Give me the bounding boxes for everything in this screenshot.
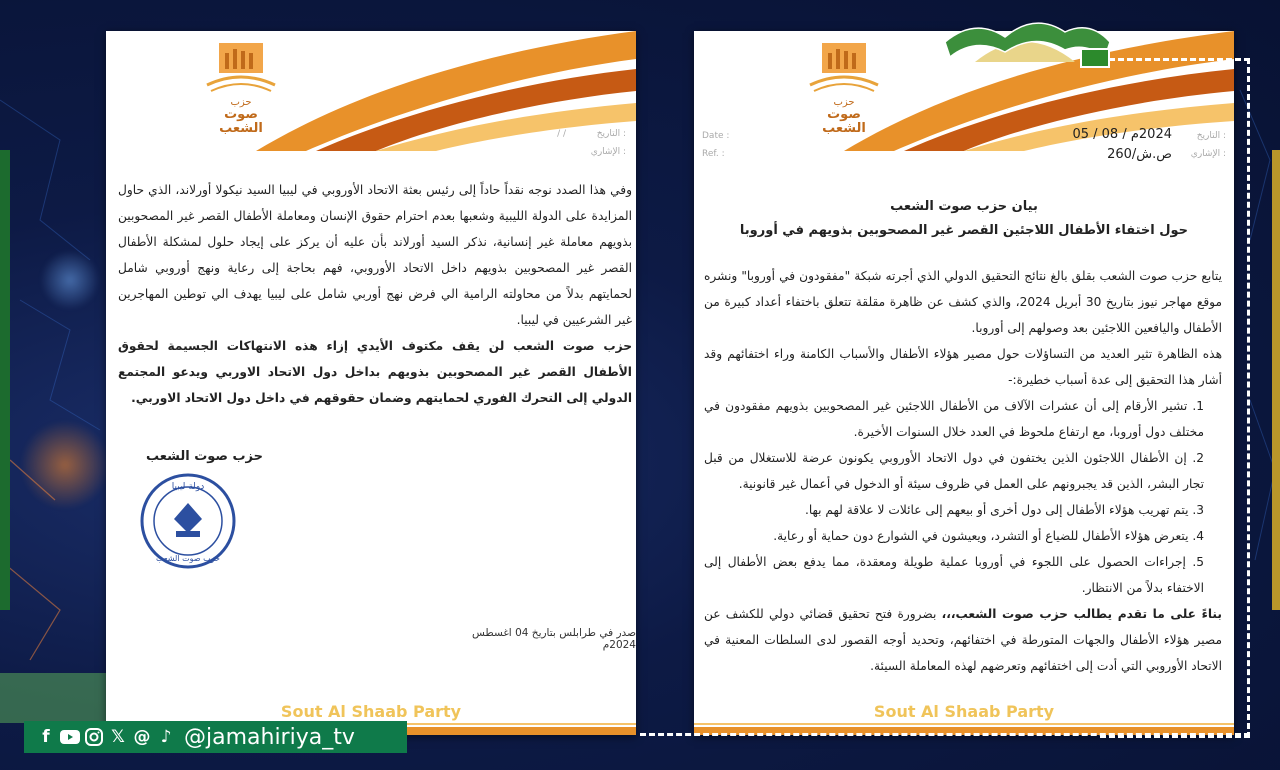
- ref-label: الإشاري :: [1190, 149, 1226, 159]
- paragraph-intro: يتابع حزب صوت الشعب بقلق بالغ نتائج التحقيق الدولي الذي أجرته شبكة "مفقودون في أوروبا" ونشره موقع مهاجر نيوز بتاريخ 30 أبريل 2024، والذي كشف عن ظاهرة مقلقة تتعلق باختفاء أعداد كبيرة من الأطفال واليافعين اللاجئين بعد وصولهم إلى أوروبا.: [704, 269, 1222, 335]
- date-label-en: Date :: [702, 131, 730, 141]
- ref-value: ص.ش/260: [1107, 147, 1172, 162]
- list-item: 5. إجراءات الحصول على اللجوء في أوروبا عملية طويلة ومعقدة، مما يدفع بعض الأطفال إلى الاختفاء بدلاً من الانتظار.: [704, 555, 1204, 595]
- paragraph-criticism: وفي هذا الصدد نوجه نقداً حاداً إلى رئيس بعثة الاتحاد الأوروبي في ليبيا السيد نيكولا أورلاند، الذي حاول المزايدة على الدولة الليبية وشعبها بعدم احترام حقوق الإنسان ومعاملة الأطفال القصر غير المصحوبين بذويهم معاملة غير إنسانية، نذكر السيد أورلاند بأن عليه أن يركز على إيجاد حلول لمشكلة الأطفال القصر غير المصحوبين بذويهم داخل الاتحاد الأوروبي، فهم بحاجة إلى رعاية ونهج أوروبي شامل لحمايتهم بدلاً من محاولته الرامية الي فرض نهج أوربي شامل على ليبيا يهدف الي توطين المهاجرين غير الشرعيين في ليبيا.: [118, 183, 632, 327]
- party-logo-icon: [201, 39, 281, 99]
- party-logo-icon: [804, 39, 884, 99]
- logo-small-text: حزب: [230, 97, 252, 108]
- list-item: 1. تشير الأرقام إلى أن عشرات الآلاف من الأطفال اللاجئين غير المصحوبين بذويهم مفقودون في مختلف دول أوروبا، مع ارتفاع ملحوظ في العدد خلال السنوات الأخيرة.: [704, 399, 1204, 439]
- party-logo-text: [804, 97, 884, 137]
- list-item: 3. يتم تهريب هؤلاء الأطفال إلى دول أخرى أو بيعهم إلى عائلات لا علاقة لهم بها.: [804, 503, 1204, 517]
- tiktok-icon[interactable]: ♪: [160, 727, 172, 747]
- youtube-icon[interactable]: [60, 727, 80, 747]
- footer-party-name: Sout Al Shaab Party: [873, 702, 1055, 721]
- issue-date-text: صدر في طرابلس بتاريخ 04 اغسطس 2024م: [471, 627, 636, 651]
- date-label: التاريخ :: [1196, 131, 1226, 141]
- orange-glow: [20, 420, 110, 510]
- right-accent-bar: [1272, 150, 1280, 610]
- social-icons: [36, 727, 176, 747]
- facebook-icon[interactable]: f: [42, 727, 50, 747]
- dashed-frame: [1100, 58, 1250, 738]
- list-item: 2. إن الأطفال اللاجئون الذين يختفون في دول الاتحاد الأوروبي يكونون عرضة للاستغلال من قبل تجار البشر، الذين قد يجبرونهم على العمل في ظروف سيئة أو الدخول في أعمال غير قانونية.: [704, 451, 1204, 491]
- statement-subtitle: حول اختفاء الأطفال اللاجئين القصر غير المصحوبين بذويهم في أوروبا: [739, 223, 1189, 238]
- ref-label-en: Ref. :: [702, 149, 725, 159]
- x-icon[interactable]: 𝕏: [111, 727, 125, 747]
- logo-name-text: صوت الشعب: [219, 107, 263, 137]
- document-page-2: [106, 31, 636, 735]
- statement-title: بيان حزب صوت الشعب: [890, 199, 1038, 214]
- date-placeholder: / /: [557, 129, 566, 139]
- channel-badge: [1080, 48, 1110, 68]
- left-body-text: [118, 177, 632, 411]
- dashed-frame-bottom: [640, 733, 1250, 736]
- ref-label: الإشاري :: [590, 147, 626, 157]
- left-accent-bar: [0, 150, 10, 610]
- logo-small-text: حزب: [833, 97, 855, 108]
- party-stamp: [138, 471, 238, 571]
- signature-text: حزب صوت الشعب: [146, 449, 264, 464]
- party-logo-text: [201, 97, 281, 137]
- social-handle-bar: [24, 721, 407, 753]
- stamp-top-text: دولة ليبيا: [171, 482, 205, 492]
- logo-name-text: صوت الشعب: [822, 107, 866, 137]
- blue-glow: [40, 250, 100, 310]
- conclusion-lead: بناءً على ما تقدم يطالب حزب صوت الشعب،،،: [941, 607, 1222, 621]
- date-label: التاريخ :: [596, 129, 626, 139]
- date-value: 2024م / 08 / 05: [1072, 127, 1172, 142]
- stamp-bottom-text: حزب صوت الشعب: [156, 554, 220, 563]
- list-item: 4. يتعرض هؤلاء الأطفال للضياع أو التشرد، ويعيشون في الشوارع دون حماية أو رعاية.: [773, 529, 1204, 543]
- threads-icon[interactable]: @: [133, 727, 151, 747]
- instagram-icon[interactable]: [84, 727, 104, 747]
- conclusion-body: بضرورة فتح تحقيق قضائي دولي للكشف عن مصير هؤلاء الأطفال والجهات المتورطة في اختفائهم، وتحديد أوجه القصور لدى السلطات المعنية في الاتحاد الأوروبي التي أدت إلى اختفائهم وتعرضهم لهذه المعاملة السيئة.: [704, 607, 1222, 673]
- footer-party-name: Sout Al Shaab Party: [280, 702, 462, 721]
- channel-handle[interactable]: @jamahiriya_tv: [184, 724, 355, 750]
- paragraph-questions: هذه الظاهرة تثير العديد من التساؤلات حول مصير هؤلاء الأطفال والأسباب الكامنة وراء اختفائهم وقد أشار هذا التحقيق إلى عدة أسباب خطيرة:-: [704, 347, 1222, 387]
- paragraph-statement: حزب صوت الشعب لن يقف مكتوف الأيدي إزاء هذه الانتهاكات الجسيمة لحقوق الأطفال القصر غير المصحوبين بذويهم بداخل دول الاتحاد الاوربي ويدعو المجتمع الدولي إلى التحرك الفوري لحمايتهم وضمان حقوقهم في داخل دول الاتحاد الاوربي.: [118, 339, 632, 405]
